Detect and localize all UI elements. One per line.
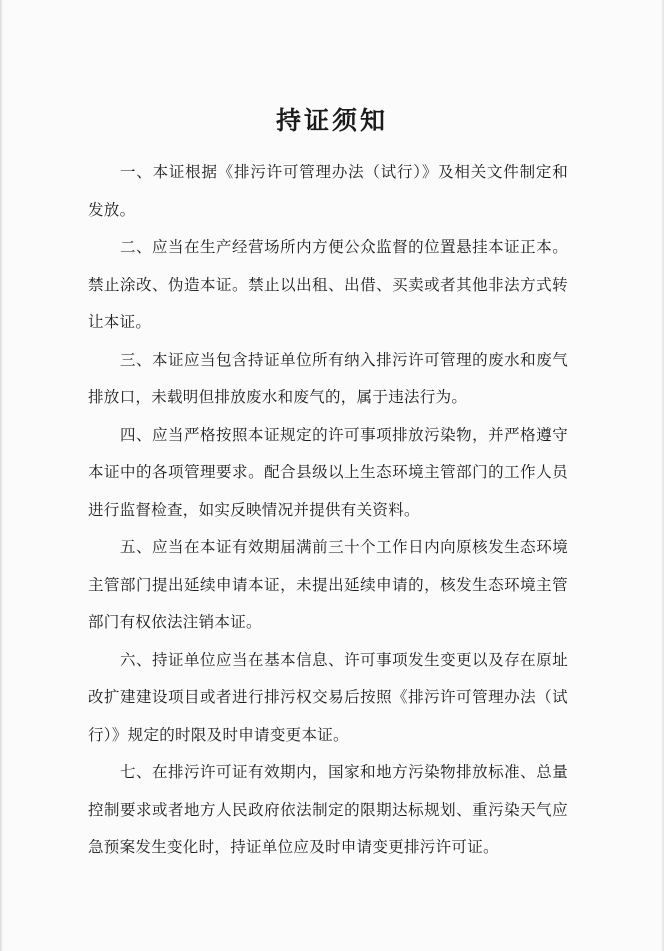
paragraph-4: 四、应当严格按照本证规定的许可事项排放污染物，并严格遵守本证中的各项管理要求。配合县级以上生态环境主管部门的工作人员进行监督检查，如实反映情况并提供有关资料。	[88, 425, 568, 519]
paragraph-6: 六、持证单位应当在基本信息、许可事项发生变更以及存在原址改扩建建设项目或者进行排污权交易后按照《排污许可管理办法（试行）》规定的时限及时申请变更本证。	[88, 650, 568, 744]
paragraph-3: 三、本证应当包含持证单位所有纳入排污许可管理的废水和废气排放口，未载明但排放废水和废气的，属于违法行为。	[88, 350, 568, 406]
document-title: 持证须知	[275, 105, 388, 135]
document-body	[88, 154, 568, 867]
paragraph-1: 一、本证根据《排污许可管理办法（试行）》及相关文件制定和发放。	[88, 163, 568, 219]
page-edge-left	[0, 0, 3, 951]
paragraph-2: 二、应当在生产经营场所内方便公众监督的位置悬挂本证正本。禁止涂改、伪造本证。禁止以出租、出借、买卖或者其他非法方式转让本证。	[88, 238, 568, 331]
paragraph-7: 七、在排污许可证有效期内，国家和地方污染物排放标准、总量控制要求或者地方人民政府依法制定的限期达标规划、重污染天气应急预案发生变化时，持证单位应及时申请变更排污许可证。	[88, 763, 568, 856]
paragraph-5: 五、应当在本证有效期届满前三十个工作日内向原核发生态环境主管部门提出延续申请本证，未提出延续申请的，核发生态环境主管部门有权依法注销本证。	[88, 538, 568, 631]
